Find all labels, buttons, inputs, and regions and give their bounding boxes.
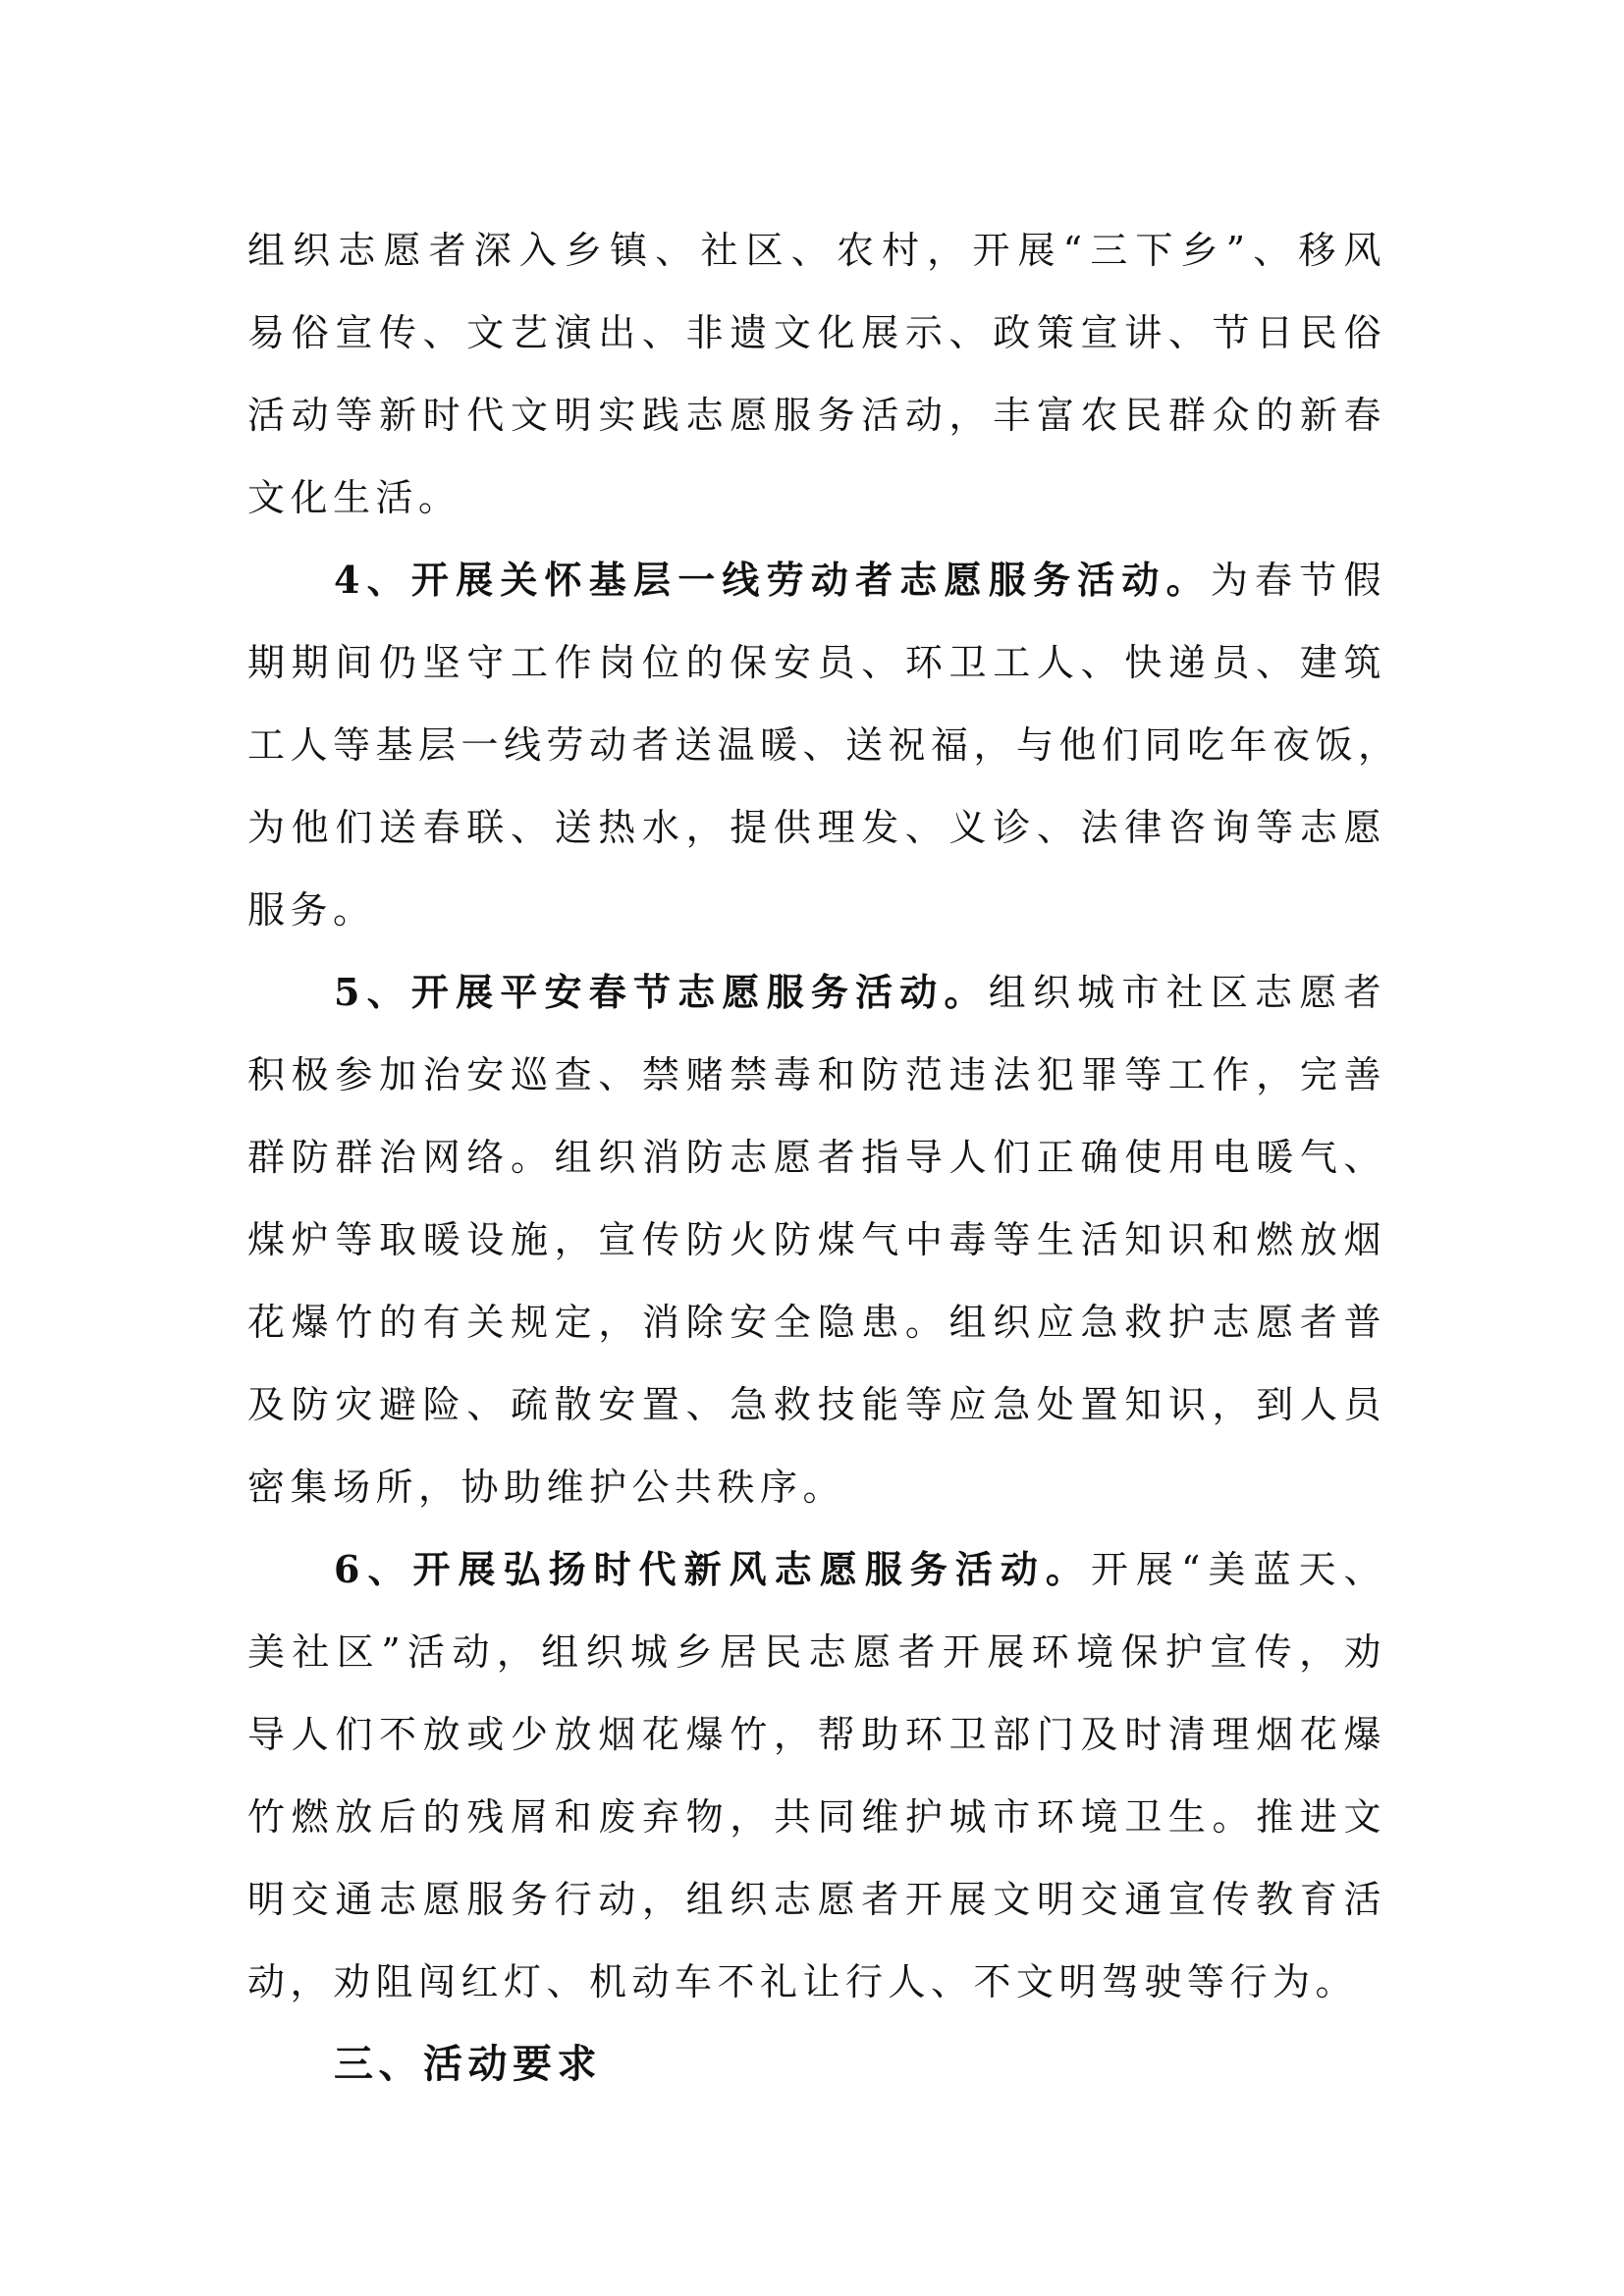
paragraph-line: 易俗宣传、文艺演出、非遗文化展示、政策宣讲、节日民俗	[247, 311, 1386, 354]
paragraph-line: 竹燃放后的残屑和废弃物，共同维护城市环境卫生。推进文	[247, 1795, 1386, 1839]
paragraph-line: 花爆竹的有关规定，消除安全隐患。组织应急救护志愿者普	[247, 1301, 1386, 1344]
paragraph-line: 群防群治网络。组织消防志愿者指导人们正确使用电暖气、	[247, 1136, 1386, 1179]
paragraph-line: 美社区”活动，组织城乡居民志愿者开展环境保护宣传，劝	[247, 1630, 1386, 1674]
paragraph-5-first-line	[334, 956, 1386, 1029]
paragraph-5-first-rest: 组织城市社区志愿者	[988, 971, 1386, 1014]
paragraph-line: 煤炉等取暖设施，宣传防火防煤气中毒等生活知识和燃放烟	[247, 1218, 1386, 1261]
paragraph-line: 组织志愿者深入乡镇、社区、农村，开展“三下乡”、移风	[247, 229, 1386, 272]
paragraph-line: 及防灾避险、疏散安置、急救技能等应急处置知识，到人员	[247, 1383, 1386, 1426]
paragraph-4-title: 4、开展关怀基层一线劳动者志愿服务活动。	[334, 558, 1211, 602]
paragraph-4-first-line	[334, 544, 1386, 616]
paragraph-line: 工人等基层一线劳动者送温暖、送祝福，与他们同吃年夜饭，	[247, 723, 1401, 767]
paragraph-line: 为他们送春联、送热水，提供理发、义诊、法律咨询等志愿	[247, 806, 1386, 849]
paragraph-line: 活动等新时代文明实践志愿服务活动，丰富农民群众的新春	[247, 394, 1386, 437]
paragraph-line: 密集场所，协助维护公共秩序。	[247, 1466, 846, 1509]
paragraph-line: 明交通志愿服务行动，组织志愿者开展文明交通宣传教育活	[247, 1878, 1386, 1921]
section-heading: 三、活动要求	[334, 2041, 602, 2087]
paragraph-line: 服务。	[247, 888, 376, 932]
paragraph-line: 导人们不放或少放烟花爆竹，帮助环卫部门及时清理烟花爆	[247, 1713, 1386, 1756]
paragraph-line: 积极参加治安巡查、禁赌禁毒和防范违法犯罪等工作，完善	[247, 1053, 1386, 1096]
paragraph-line: 动，劝阻闯红灯、机动车不礼让行人、不文明驾驶等行为。	[247, 1960, 1359, 2003]
paragraph-6-title: 6、开展弘扬时代新风志愿服务活动。	[334, 1547, 1091, 1591]
paragraph-5-title: 5、开展平安春节志愿服务活动。	[334, 970, 989, 1014]
paragraph-6-first-line	[334, 1533, 1386, 1606]
paragraph-line: 期期间仍坚守工作岗位的保安员、环卫工人、快递员、建筑	[247, 641, 1386, 684]
paragraph-4-first-rest: 为春节假	[1210, 559, 1386, 602]
paragraph-6-first-rest: 开展“美蓝天、	[1090, 1548, 1386, 1591]
paragraph-line: 文化生活。	[247, 476, 461, 519]
